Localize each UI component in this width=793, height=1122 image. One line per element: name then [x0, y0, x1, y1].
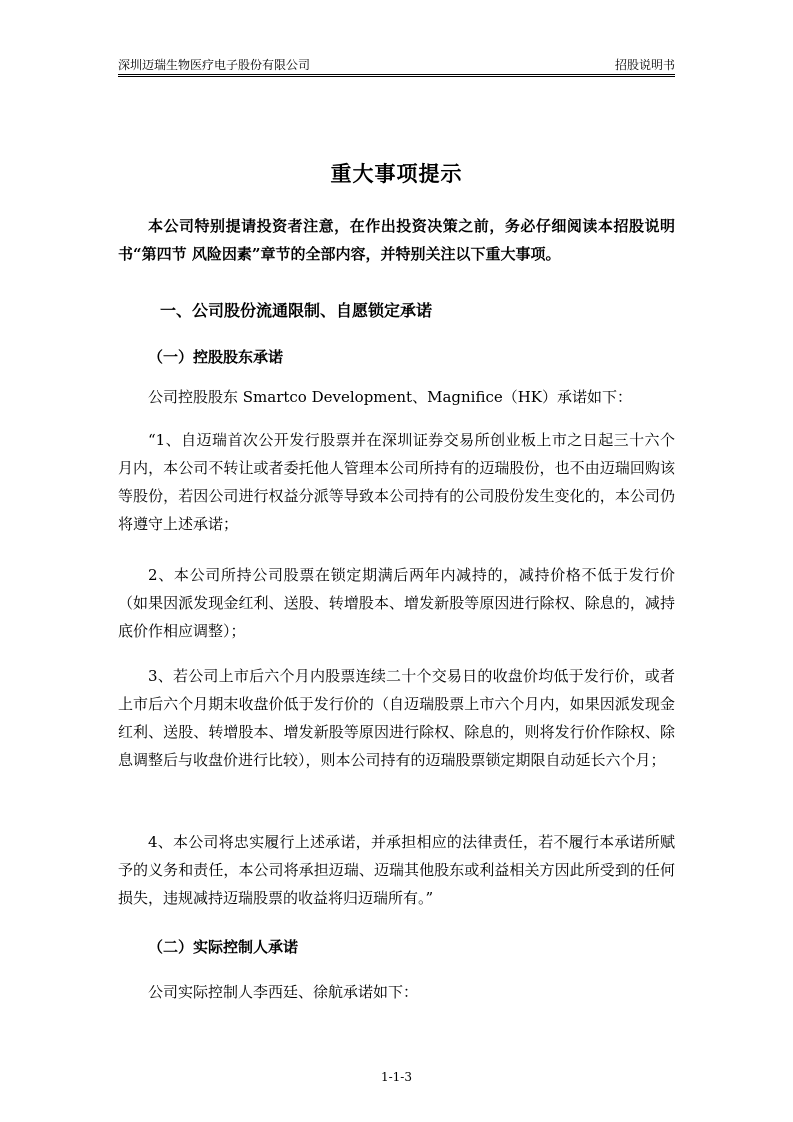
- subsection-heading-actual-controller: （二）实际控制人承诺: [148, 938, 299, 956]
- controlling-shareholder-lead: 公司控股股东 Smartco Development、Magnifice（HK）承诺如下：: [148, 388, 633, 406]
- header-document-type: 招股说明书: [614, 58, 675, 72]
- header-divider: [118, 74, 675, 75]
- page-title: 重大事项提示: [330, 161, 463, 186]
- commitment-item-2: 2、本公司所持公司股票在锁定期满后两年内减持的，减持价格不低于发行价（如果因派发现金红利、送股、转增股本、增发新股等原因进行除权、除息的，减持底价作相应调整）；: [118, 566, 675, 640]
- page-number: 1-1-3: [380, 1070, 412, 1084]
- commitment-item-4: 4、本公司将忠实履行上述承诺，并承担相应的法律责任，若不履行本承诺所赋予的义务和责任，本公司将承担迈瑞、迈瑞其他股东或利益相关方因此所受到的任何损失，违规减持迈瑞股票的收益将归迈瑞所有。”: [118, 833, 675, 907]
- commitment-item-1: “1、自迈瑞首次公开发行股票并在深圳证券交易所创业板上市之日起三十六个月内，本公司不转让或者委托他人管理本公司所持有的迈瑞股份，也不由迈瑞回购该等股份，若因公司进行权益分派等导致本公司持有的公司股份发生变化的，本公司仍将遵守上述承诺；: [118, 431, 675, 533]
- commitment-item-3: 3、若公司上市后六个月内股票连续二十个交易日的收盘价均低于发行价，或者上市后六个月期末收盘价低于发行价的（自迈瑞股票上市六个月内，如果因派发现金红利、送股、转增股本、增发新股等原因进行除权、除息的，则将发行价作除权、除息调整后与收盘价进行比较），则本公司持有的迈瑞股票锁定期限自动延长六个月；: [118, 667, 675, 769]
- subsection-heading-controlling-shareholder: （一）控股股东承诺: [148, 348, 284, 366]
- section-heading: 一、公司股份流通限制、自愿锁定承诺: [160, 301, 433, 320]
- intro-paragraph: 本公司特别提请投资者注意，在作出投资决策之前，务必仔细阅读本招股说明书“第四节 风险因素”章节的全部内容，并特别关注以下重大事项。: [118, 217, 675, 263]
- actual-controller-lead: 公司实际控制人李西廷、徐航承诺如下：: [148, 983, 419, 1001]
- header-company-name: 深圳迈瑞生物医疗电子股份有限公司: [118, 58, 311, 72]
- header-divider-secondary: [118, 76, 675, 77]
